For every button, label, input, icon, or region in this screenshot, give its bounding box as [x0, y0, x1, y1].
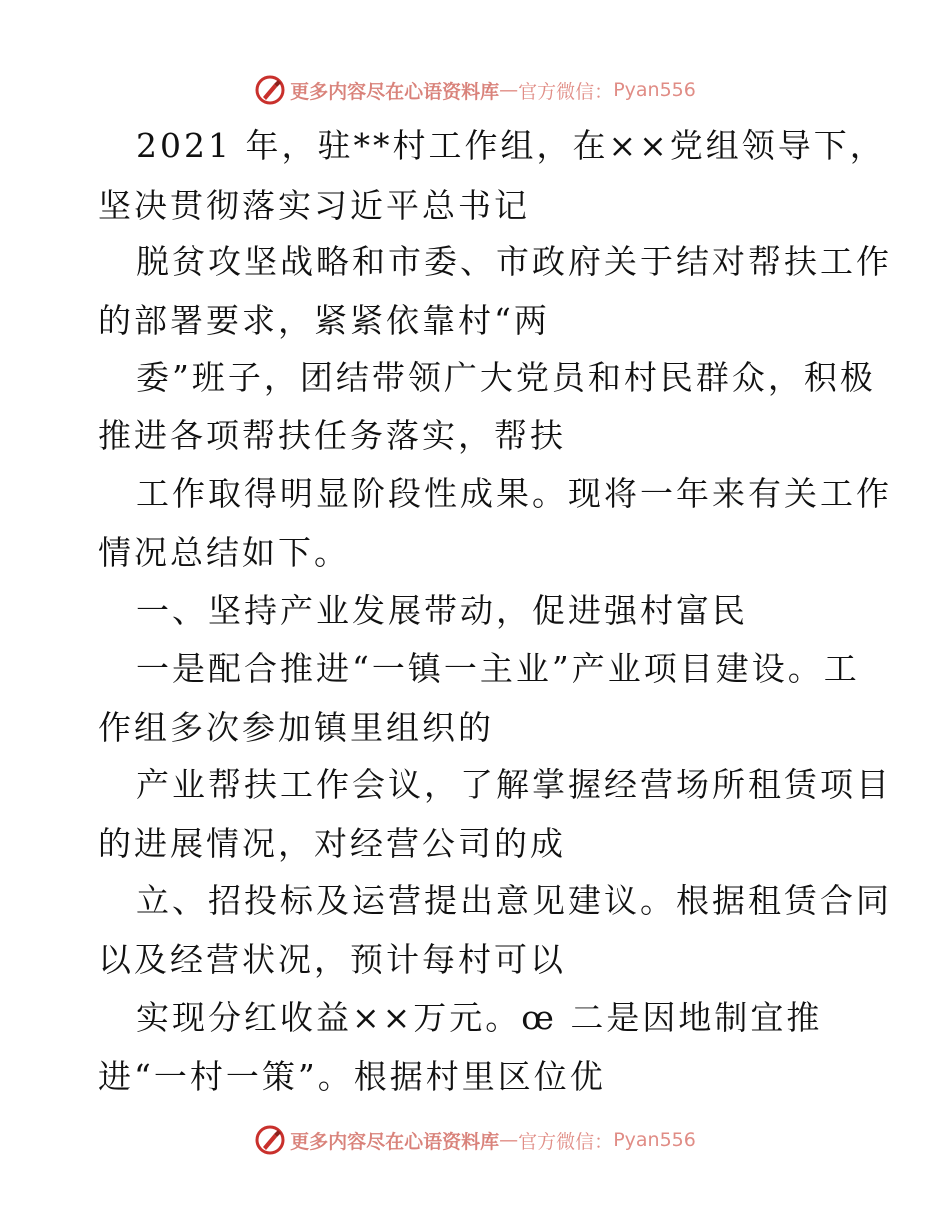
footer-watermark — [0, 1120, 950, 1160]
body-line: 一是配合推进“一镇一主业”产业项目建设。工 — [136, 649, 860, 688]
body-line: 作组多次参加镇里组织的 — [98, 708, 494, 747]
body-line: 的部署要求，紧紧依靠村“两 — [98, 301, 550, 340]
body-line: 2021 年，驻**村工作组，在××党组领导下， — [136, 126, 886, 165]
watermark-handle: Pyan556 — [613, 1129, 696, 1151]
body-line: 立、招投标及运营提出意见建议。根据租赁合同 — [136, 881, 892, 920]
watermark-official: 官方微信： — [518, 1130, 614, 1153]
body-line: 产业帮扶工作会议，了解掌握经营场所租赁项目 — [136, 765, 892, 804]
body-line: 的进展情况，对经营公司的成 — [98, 824, 566, 863]
body-line: 推进各项帮扶任务落实，帮扶 — [98, 416, 566, 455]
body-line: 以及经营状况，预计每村可以 — [98, 940, 566, 979]
watermark-dash: — — [499, 1129, 519, 1151]
watermark-official: 官方微信： — [518, 80, 614, 103]
body-line: 脱贫攻坚战略和市委、市政府关于结对帮扶工作 — [136, 242, 892, 281]
pen-logo-icon — [254, 1124, 286, 1156]
body-line: 工作取得明显阶段性成果。现将一年来有关工作 — [136, 474, 892, 513]
body-line: 情况总结如下。 — [98, 533, 350, 572]
watermark-brand: 更多内容尽在心语资料库 — [290, 80, 500, 103]
section-heading: 一、坚持产业发展带动，促进强村富民 — [136, 591, 748, 630]
body-line: 委”班子，团结带领广大党员和村民群众，积极 — [136, 358, 876, 397]
body-line: 坚决贯彻落实习近平总书记 — [98, 186, 530, 225]
watermark-dash: — — [499, 79, 519, 101]
body-line: 实现分红收益××万元。œ 二是因地制宜推 — [136, 998, 823, 1037]
watermark-handle: Pyan556 — [613, 79, 696, 101]
watermark-brand: 更多内容尽在心语资料库 — [290, 1130, 500, 1153]
body-line: 进“一村一策”。根据村里区位优 — [98, 1057, 606, 1096]
